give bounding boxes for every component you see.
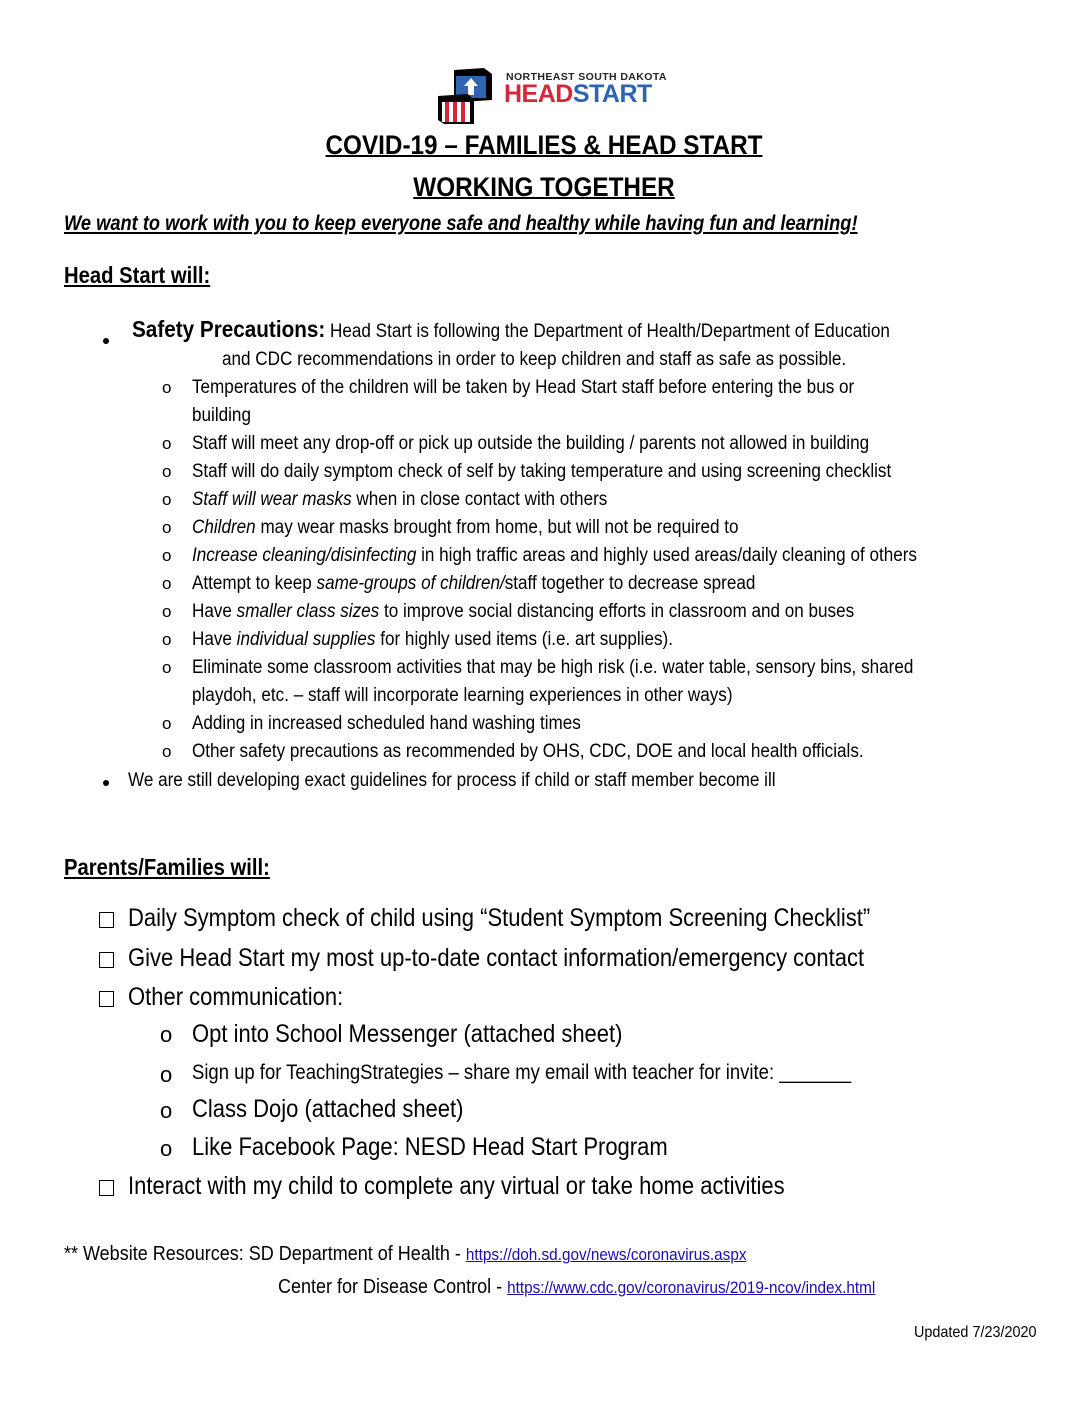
circle-bullet-icon: o bbox=[160, 1136, 173, 1161]
precaution-item: Eliminate some classroom activities that may be high risk (i.e. water table, sensory bins, shared bbox=[192, 657, 914, 678]
item-text: Have bbox=[192, 601, 237, 622]
item-text: may wear masks brought from home, but will not be required to bbox=[255, 517, 739, 538]
circle-bullet-icon: o bbox=[162, 518, 172, 537]
family-task: Interact with my child to complete any virtual or take home activities bbox=[128, 1172, 785, 1200]
safety-precautions-line2: and CDC recommendations in order to keep children and staff as safe as possible. bbox=[222, 349, 847, 370]
item-text: when in close contact with others bbox=[351, 489, 608, 510]
circle-bullet-icon: o bbox=[160, 1098, 173, 1123]
item-emphasis: smaller class sizes bbox=[236, 601, 380, 622]
circle-bullet-icon: o bbox=[162, 602, 172, 621]
blocks-logo-icon bbox=[432, 64, 502, 126]
precaution-item bbox=[192, 629, 673, 651]
circle-bullet-icon: o bbox=[162, 742, 172, 761]
page-subtitle: WORKING TOGETHER bbox=[413, 172, 675, 202]
precaution-item bbox=[192, 517, 739, 539]
circle-bullet-icon: o bbox=[162, 658, 172, 677]
safety-text: Head Start is following the Department of Health/Department of Education bbox=[330, 321, 890, 342]
family-task: Give Head Start my most up-to-date contact information/emergency contact bbox=[128, 944, 865, 972]
resource-label: ** Website Resources: SD Department of Health - bbox=[64, 1243, 466, 1265]
checkbox[interactable] bbox=[99, 1180, 114, 1196]
checkbox[interactable] bbox=[99, 912, 114, 928]
bullet-icon bbox=[103, 780, 109, 786]
circle-bullet-icon: o bbox=[160, 1022, 173, 1047]
family-task: Other communication: bbox=[128, 983, 344, 1011]
communication-item: Like Facebook Page: NESD Head Start Program bbox=[192, 1133, 668, 1161]
safety-precautions-line1 bbox=[132, 316, 890, 343]
precaution-item bbox=[192, 601, 854, 623]
item-emphasis: Staff will wear masks bbox=[192, 489, 352, 510]
precaution-item bbox=[192, 573, 755, 595]
circle-bullet-icon: o bbox=[162, 546, 172, 565]
logo-head: HEAD bbox=[504, 80, 573, 108]
circle-bullet-icon: o bbox=[162, 462, 172, 481]
item-text: for highly used items (i.e. art supplies). bbox=[375, 629, 673, 650]
item-emphasis: individual supplies bbox=[236, 629, 376, 650]
circle-bullet-icon: o bbox=[162, 714, 172, 733]
bullet-icon bbox=[103, 338, 109, 344]
guidelines-note: We are still developing exact guidelines for process if child or staff member become ill bbox=[128, 770, 776, 791]
precaution-item bbox=[192, 489, 607, 511]
communication-item: Opt into School Messenger (attached sheet) bbox=[192, 1020, 623, 1048]
item-text: Attempt to keep bbox=[192, 573, 317, 594]
resource-label: Center for Disease Control - bbox=[278, 1276, 508, 1298]
item-text: in high traffic areas and highly used areas/daily cleaning of others bbox=[416, 545, 917, 566]
item-emphasis: Children bbox=[192, 517, 256, 538]
item-text: Have bbox=[192, 629, 237, 650]
resources-line1 bbox=[64, 1243, 746, 1266]
circle-bullet-icon: o bbox=[162, 490, 172, 509]
tagline: We want to work with you to keep everyone safe and healthy while having fun and learning! bbox=[64, 212, 858, 235]
communication-item: Sign up for TeachingStrategies – share my email with teacher for invite: _______ bbox=[192, 1061, 852, 1084]
circle-bullet-icon: o bbox=[162, 434, 172, 453]
family-task: Daily Symptom check of child using “Student Symptom Screening Checklist” bbox=[128, 904, 871, 932]
page-title: COVID-19 – FAMILIES & HEAD START bbox=[325, 130, 763, 160]
item-text: staff together to decrease spread bbox=[504, 573, 756, 594]
checkbox[interactable] bbox=[99, 952, 114, 968]
item-emphasis: Increase cleaning/disinfecting bbox=[192, 545, 417, 566]
resources-line2 bbox=[278, 1276, 875, 1299]
circle-bullet-icon: o bbox=[162, 378, 172, 397]
logo-wordmark bbox=[504, 80, 652, 109]
precaution-item-cont: building bbox=[192, 405, 251, 426]
circle-bullet-icon: o bbox=[162, 574, 172, 593]
checkbox[interactable] bbox=[99, 991, 114, 1007]
logo-start: START bbox=[572, 80, 652, 108]
families-heading: Parents/Families will: bbox=[64, 854, 270, 880]
item-text: to improve social distancing efforts in classroom and on buses bbox=[379, 601, 855, 622]
precaution-item: Staff will meet any drop-off or pick up outside the building / parents not allowed in building bbox=[192, 433, 870, 454]
communication-item: Class Dojo (attached sheet) bbox=[192, 1095, 464, 1123]
precaution-item: Temperatures of the children will be taken by Head Start staff before entering the bus or bbox=[192, 377, 855, 398]
precaution-item: Staff will do daily symptom check of self by taking temperature and using screening checklist bbox=[192, 461, 892, 482]
circle-bullet-icon: o bbox=[160, 1062, 173, 1087]
precaution-item: Adding in increased scheduled hand washing times bbox=[192, 713, 581, 734]
precaution-item-cont: playdoh, etc. – staff will incorporate learning experiences in other ways) bbox=[192, 685, 733, 706]
head-start-heading: Head Start will: bbox=[64, 262, 211, 288]
safety-label: Safety Precautions: bbox=[132, 316, 326, 342]
precaution-item: Other safety precautions as recommended by OHS, CDC, DOE and local health officials. bbox=[192, 741, 864, 762]
cdc-link[interactable]: https://www.cdc.gov/coronavirus/2019-ncov/index.html bbox=[507, 1278, 876, 1297]
logo-subtitle: NORTHEAST SOUTH DAKOTA bbox=[506, 71, 667, 83]
updated-date: Updated 7/23/2020 bbox=[914, 1324, 1037, 1341]
precaution-item bbox=[192, 545, 917, 567]
doh-link[interactable]: https://doh.sd.gov/news/coronavirus.aspx bbox=[465, 1245, 747, 1264]
item-emphasis: same-groups of children/ bbox=[316, 573, 505, 594]
circle-bullet-icon: o bbox=[162, 630, 172, 649]
